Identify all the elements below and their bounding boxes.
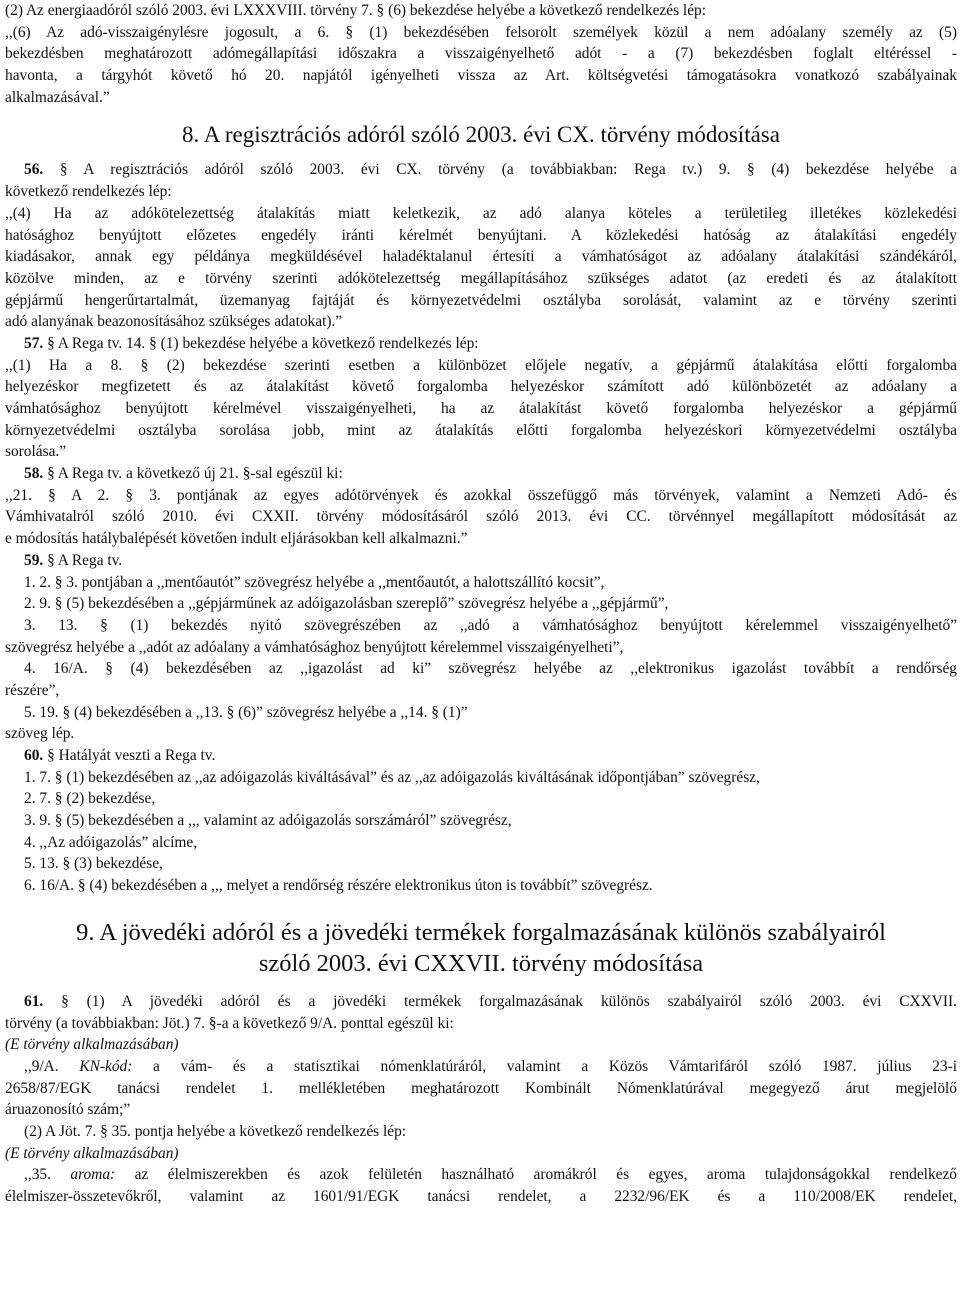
text-line: bekezdésben meghatározott adómegállapítási időszakra a visszaigényelhető adót - a (7) bekezdésben foglalt eltéréssel - (5, 45, 957, 63)
text-line: gépjármű hengerűrtartalmát, üzemanyag fajtáját és környezetvédelmi osztályba sorolását, valamint az e törvény szerinti (5, 291, 957, 309)
text-line: 3. 13. § (1) bekezdés nyitó szövegrészében az ,,adó a vámhatósághoz benyújtott kérelemmel visszaigényelhető” (24, 616, 957, 634)
text-line: alkalmazásával.” (5, 88, 110, 106)
text-line: következő rendelkezés lép: (5, 183, 172, 201)
text-line: 2. 9. § (5) bekezdésében a ,,gépjárműnek az adóigazolásban szereplő” szövegrész helyébe a ,,gépjármű”, (24, 595, 669, 613)
text-line: havonta, a tárgyhót követő hó 20. napjától igényelheti vissza az Art. költségvetési támogatásokra vonatkozó szabályainak (5, 67, 957, 85)
text-line: 1. 2. § 3. pontjában a ,,mentőautót” szövegrész helyébe a ,,mentőautót, a halottszállító kocsit”, (24, 573, 605, 591)
section-heading-9-line-2: szóló 2003. évi CXXVII. törvény módosítása (258, 949, 704, 977)
text-line: ,,35. aroma: az élelmiszerekben és azok felületén használható aromákról és egyes, aroma tulajdonságokkal rendelkező (24, 1166, 957, 1184)
text-line: ,,9/A. KN-kód: a vám- és a statisztikai nómenklatúráról, valamint a Közös Vámtarifáról szóló 1987. július 23-i (24, 1057, 957, 1075)
text-line: élelmiszer-összetevőkről, valamint az 1601/91/EGK tanácsi rendelet, a 2232/96/EK és a 110/2008/EK rendelet, (5, 1188, 957, 1205)
text-line: e módosítás hatálybalépését követően indult eljárásokban kell alkalmazni.” (5, 530, 468, 548)
text-line: helyezéskor megfizetett és az átalakítást követő forgalomba helyezéskor számított adó különbözetét az adóalany a (5, 378, 957, 396)
text-line: hatósághoz benyújtott előzetes engedély iránti kérelmét benyújtani. A közlekedési hatóság az átalakítási engedély (5, 226, 957, 244)
text-line: 2658/87/EGK tanácsi rendelet 1. mellékletében meghatározott Kombinált Nómenklatúrával megegyező árut megjelölő (5, 1079, 957, 1097)
text-line: törvény (a továbbiakban: Jöt.) 7. §-a a következő 9/A. ponttal egészül ki: (5, 1014, 454, 1032)
text-line: 4. ,,Az adóigazolás” alcíme, (24, 833, 198, 851)
text-line: 3. 9. § (5) bekezdésében a ,,, valamint az adóigazolás sorszámáról” szövegrész, (24, 812, 512, 830)
text-line: (E törvény alkalmazásában) (5, 1144, 179, 1162)
text-line: kiadásakor, annak egy példánya megküldésével haladéktalanul értesíti a vámhatóságot az adóalany átalakítási szándékáról, (5, 248, 957, 266)
paragraph-block-rega (5, 159, 957, 896)
paragraph-block-energiaado (5, 0, 957, 108)
text-line: ,,(6) Az adó-visszaigénylésre jogosult, a 6. § (1) bekezdésében felsorolt személyek közül a nem adóalany személy az (5) (5, 23, 957, 41)
text-line: szövegrész helyébe a ,,adót az adóalany a vámhatósághoz benyújtott kérelemmel visszaigényelheti”, (5, 638, 624, 656)
text-line: 57. § A Rega tv. 14. § (1) bekezdése helyébe a következő rendelkezés lép: (24, 334, 479, 352)
text-line: ,,(1) Ha a 8. § (2) bekezdése szerinti esetben a különbözet előjele negatív, a gépjármű átalakítása előtti forgalomba (5, 356, 957, 374)
text-line: (E törvény alkalmazásában) (5, 1036, 179, 1054)
text-line: 56. § A regisztrációs adóról szóló 2003. évi CX. törvény (a továbbiakban: Rega tv.) 9. § (4) bekezdése helyébe a (24, 161, 957, 179)
text-line: ,,21. § A 2. § 3. pontjának az egyes adótörvények és azokkal összefüggő más törvények, valamint a Nemzeti Adó- és (5, 486, 957, 504)
text-line: részére”, (5, 681, 60, 699)
text-line: közölve minden, az e törvény szerinti adókötelezettség megállapításához szükséges adatot (az eredeti és az átalakított (5, 269, 957, 287)
text-line: (2) A Jöt. 7. § 35. pontja helyébe a következő rendelkezés lép: (24, 1122, 407, 1140)
text-line: vámhatósághoz benyújtott kérelmével visszaigényelheti, ha az átalakítást követő forgalomba helyezéskor a gépjármű (5, 400, 957, 417)
text-line: 61. § (1) A jövedéki adóról és a jövedéki termékek forgalmazásának különös szabályairól szóló 2003. évi CXXVII. (24, 992, 957, 1010)
text-line: 1. 7. § (1) bekezdésében az ,,az adóigazolás kiváltásával” és az ,,az adóigazolás kiváltásának időpontjában” szövegrész, (24, 768, 760, 786)
text-line: adó alanyának beazonosításához szükséges adatokat).” (5, 313, 343, 331)
text-line: szöveg lép. (5, 725, 75, 743)
text-line: ,,(4) Ha az adókötelezettség átalakítás miatt keletkezik, az adó alanya köteles a területileg illetékes közlekedési (5, 204, 957, 222)
paragraph-block-jot (5, 991, 957, 1208)
text-line: 2. 7. § (2) bekezdése, (24, 790, 156, 808)
section-heading-8: 8. A regisztrációs adóról szóló 2003. évi CX. törvény módosítása (182, 122, 780, 148)
section-heading-9 (5, 917, 957, 979)
text-line: környezetvédelmi osztályba sorolása jobb, mint az átalakítás előtti forgalomba helyezéskori környezetvédelmi osztályba (5, 421, 957, 439)
section-heading-9-line-1: 9. A jövedéki adóról és a jövedéki termékek forgalmazásának különös szabályairól (76, 918, 886, 946)
text-line: áruazonosító szám;” (5, 1101, 131, 1119)
text-line: 60. § Hatályát veszti a Rega tv. (24, 747, 216, 764)
document-page (5, 0, 957, 1208)
text-line: (2) Az energiaadóról szóló 2003. évi LXXXVIII. törvény 7. § (6) bekezdése helyébe a következő rendelkezés lép: (5, 2, 707, 19)
text-line: 6. 16/A. § (4) bekezdésében a ,,, melyet a rendőrség részére elektronikus úton is továbbít” szövegrész. (24, 877, 653, 895)
text-line: Vámhivatalról szóló 2010. évi CXXII. törvény módosításáról szóló 2013. évi CC. törvénnyel megállapított módosítását az (5, 508, 957, 526)
text-line: sorolása.” (5, 443, 67, 461)
text-line: 5. 13. § (3) bekezdése, (24, 855, 163, 873)
text-line: 4. 16/A. § (4) bekezdésében az ,,igazolást ad ki” szövegrész helyébe az ,,elektronikus igazolást továbbít a rendőrség (24, 660, 957, 678)
text-line: 58. § A Rega tv. a következő új 21. §-sal egészül ki: (24, 465, 343, 483)
text-line: 59. § A Rega tv. (24, 551, 123, 569)
text-line: 5. 19. § (4) bekezdésében a ,,13. § (6)” szövegrész helyébe a ,,14. § (1)” (24, 703, 468, 721)
